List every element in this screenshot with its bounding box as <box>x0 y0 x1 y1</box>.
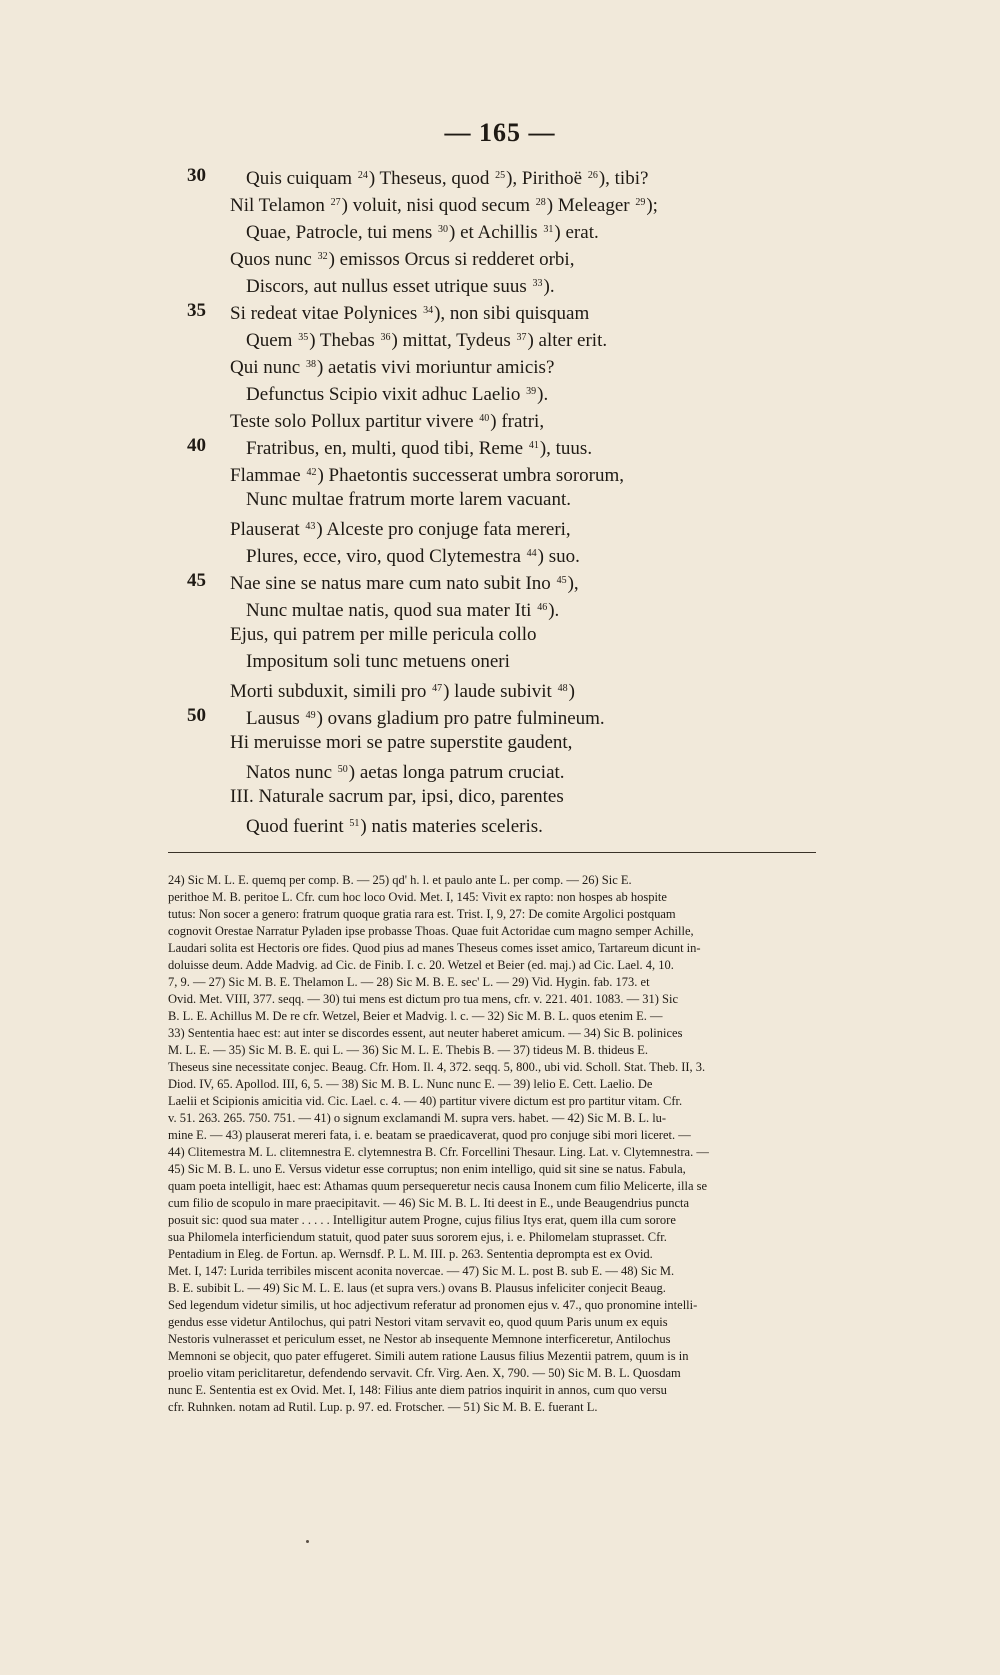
footnote-line: posuit sic: quod sua mater . . . . . Intelligitur autem Progne, cujus filius Itys erat, quem illa cum sorore <box>168 1213 676 1227</box>
footnote-marker: 35 <box>298 332 309 343</box>
verse-text <box>246 486 571 513</box>
verse-text <box>246 324 607 354</box>
verse-line <box>0 621 1000 648</box>
verse-line <box>0 324 1000 351</box>
verse-text <box>230 783 564 810</box>
verse-number: 30 <box>187 165 206 186</box>
verse-fragment: ) laude subivit <box>443 681 557 702</box>
footnote-line: Diod. IV, 65. Apollod. III, 6, 5. — 38) Sic M. B. L. Nunc nunc E. — 39) lelio E. Cett. Laelio. De <box>168 1077 653 1091</box>
footnote-line: perithoe M. B. peritoe L. Cfr. cum hoc loco Ovid. Met. I, 145: Vivit ex rapto: non hospes ab hospite <box>168 890 667 904</box>
verse-fragment: ) Thebas <box>309 330 380 351</box>
verse-text <box>230 567 579 597</box>
footnote-marker: 41 <box>528 440 539 451</box>
verse-fragment: ) ovans gladium pro patre fulmineum. <box>316 708 605 729</box>
verse-line <box>0 648 1000 675</box>
verse-fragment: ) emissos Orcus si redderet orbi, <box>328 249 575 270</box>
footnote-line: Laelii et Scipionis amicitia vid. Cic. Lael. c. 4. — 40) partitur vivere dictum est pro partitur vitam. Cfr. <box>168 1094 683 1108</box>
footnote-line: quam poeta intelligit, haec est: Athamas quum persequeretur necis causa Inonem cum filio Melicerte, illa se <box>168 1179 708 1193</box>
footnote-marker: 42 <box>306 467 317 478</box>
verse-fragment: ); <box>646 195 658 216</box>
verse-fragment: Nunc multae natis, quod sua mater Iti <box>246 600 537 621</box>
verse-fragment: Morti subduxit, simili pro <box>230 681 432 702</box>
verse-fragment: ) Meleager <box>546 195 635 216</box>
verse-fragment: Quae, Patrocle, tui mens <box>246 222 438 243</box>
footnote-marker: 29 <box>635 197 646 208</box>
footnote-marker: 33 <box>532 278 543 289</box>
verse-fragment: ). <box>543 276 555 297</box>
footnote-marker: 26 <box>587 170 598 181</box>
footnote-line: M. L. E. — 35) Sic M. B. E. qui L. — 36) Sic M. L. E. Thebis B. — 37) tideus M. B. thideus E. <box>168 1043 648 1057</box>
footnote-marker: 40 <box>479 413 490 424</box>
footnote-marker: 30 <box>438 224 449 235</box>
verse-fragment: ) suo. <box>537 546 580 567</box>
footnote-line: 33) Sententia haec est: aut inter se discordes essent, aut neuter haberet amicum. — 34) Sic B. polinices <box>168 1026 683 1040</box>
footnote-marker: 50 <box>337 764 348 775</box>
verse-fragment: Discors, aut nullus esset utrique suus <box>246 276 532 297</box>
verse-fragment: ) aetas longa patrum cruciat. <box>348 762 565 783</box>
verse-fragment: Quos nunc <box>230 249 317 270</box>
footnote-line: sua Philomela interficiendum statuit, quod pater suus sororem ejus, i. e. Philomelam stuprasset. Cfr. <box>168 1230 667 1244</box>
verse-text <box>230 513 571 543</box>
footnote-marker: 24 <box>357 170 368 181</box>
verse-fragment: ). <box>548 600 560 621</box>
footnote-marker: 45 <box>556 575 567 586</box>
footnote-line: Met. I, 147: Lurida terribiles miscent aconita novercae. — 47) Sic M. L. post B. sub E. — 48) Sic M. <box>168 1264 675 1278</box>
verse-line <box>0 297 1000 324</box>
verse-line <box>0 378 1000 405</box>
footnote-line: cum filio de scopulo in mare praecipitavit. — 46) Sic M. B. L. Iti deest in E., unde Beaugendrius puncta <box>168 1196 690 1210</box>
footnote-line: proelio vitam periclitaretur, defendendo servavit. Cfr. Virg. Aen. X, 790. — 50) Sic M. B. L. Quosdam <box>168 1366 681 1380</box>
verse-line <box>0 675 1000 702</box>
footnote-line: B. E. subibit L. — 49) Sic M. L. E. laus (et supra vers.) ovans B. Plausus infeliciter conjecit Beaug. <box>168 1281 666 1295</box>
verse-text <box>246 162 648 192</box>
footnote-line: B. L. E. Achillus M. De re cfr. Wetzel, Beier et Madvig. l. c. — 32) Sic M. B. L. quos etenim E. — <box>168 1009 663 1023</box>
verse-fragment: Natos nunc <box>246 762 337 783</box>
verse-fragment: Plures, ecce, viro, quod Clytemestra <box>246 546 526 567</box>
footnote-marker: 46 <box>537 602 548 613</box>
footnote-line: doluisse deum. Adde Madvig. ad Cic. de Finib. I. c. 20. Wetzel et Beier (ed. maj.) ad Cic. Lael. 4, 10. <box>168 958 674 972</box>
footnote-line: Sed legendum videtur similis, ut hoc adjectivum referatur ad pronomen ejus v. 47., quo pronomine intelli- <box>168 1298 698 1312</box>
verse-fragment: ), tibi? <box>598 168 649 189</box>
verse-line <box>0 783 1000 810</box>
footnote-divider <box>168 852 816 853</box>
footnote-line: Ovid. Met. VIII, 377. seqq. — 30) tui mens est dictum pro tua mens, cfr. v. 221. 401. 1083. — 31) Sic <box>168 992 679 1006</box>
verse-fragment: ) mittat, Tydeus <box>391 330 516 351</box>
verse-fragment: Fratribus, en, multi, quod tibi, Reme <box>246 438 528 459</box>
footnote-line: 45) Sic M. B. L. uno E. Versus videtur esse corruptus; non enim intelligo, quid sit sine se natus. Fabula, <box>168 1162 686 1176</box>
verse-fragment: ) <box>568 681 575 702</box>
footnote-line: 44) Clitemestra M. L. clitemnestra E. clytemnestra B. Cfr. Forcellini Thesaur. Ling. Lat. v. Clytemnestra. — <box>168 1145 709 1159</box>
footnote-line: Nestoris vulnerasset et periculum esset, ne Nestor ab insequente Memnone interficeretur, Antilochus <box>168 1332 671 1346</box>
footnote-marker: 51 <box>349 818 360 829</box>
verse-text <box>230 405 544 435</box>
verse-line <box>0 513 1000 540</box>
verse-fragment: Nae sine se natus mare cum nato subit Ino <box>230 573 556 594</box>
footnote-line: gendus esse videtur Antilochus, qui patri Nestori vitam servavit eo, quod quum Paris unum ex equis <box>168 1315 668 1329</box>
verse-fragment: Si redeat vitae Polynices <box>230 303 423 324</box>
verse-fragment: ), <box>567 573 579 594</box>
footnote-line: nunc E. Sententia est ex Ovid. Met. I, 148: Filius ante diem patrios inquirit in annos, cum quo versu <box>168 1383 667 1397</box>
footnote-line: v. 51. 263. 265. 750. 751. — 41) o signum exclamandi M. supra vers. habet. — 42) Sic M. B. L. lu- <box>168 1111 667 1125</box>
footnote-marker: 28 <box>535 197 546 208</box>
footnote-line: mine E. — 43) plauserat mereri fata, i. e. beatam se praedicaverat, quod pro conjuge sibi mori liceret. — <box>168 1128 691 1142</box>
verse-fragment: Nil Telamon <box>230 195 330 216</box>
verse-text <box>246 756 565 786</box>
footnote-line: 24) Sic M. L. E. quemq per comp. B. — 25) qd' h. l. et paulo ante L. per comp. — 26) Sic E. <box>168 873 632 887</box>
verse-line <box>0 810 1000 837</box>
verse-fragment: Flammae <box>230 465 306 486</box>
verse-number: 45 <box>187 570 206 591</box>
verse-fragment: ), non sibi quisquam <box>434 303 590 324</box>
verse-number: 50 <box>187 705 206 726</box>
verse-fragment: Defunctus Scipio vixit adhuc Laelio <box>246 384 526 405</box>
footnote-marker: 32 <box>317 251 328 262</box>
footnotes-block <box>168 872 988 1416</box>
verse-line <box>0 216 1000 243</box>
verse-fragment: Impositum soli tunc metuens oneri <box>246 651 510 672</box>
page-number: — 165 — <box>444 118 556 147</box>
verse-fragment: Plauserat <box>230 519 305 540</box>
verse-fragment: ). <box>537 384 549 405</box>
verse-number: 35 <box>187 300 206 321</box>
verse-fragment: ) Phaetontis successerat umbra sororum, <box>317 465 625 486</box>
verse-fragment: Qui nunc <box>230 357 305 378</box>
verse-fragment: Nunc multae fratrum morte larem vacuant. <box>246 489 571 510</box>
verse-text <box>246 702 605 732</box>
footnote-marker: 38 <box>305 359 316 370</box>
footnote-line: Memnoni se objecit, quo pater effugeret. Simili autem ratione Lausus filius Mezentii patrem, quum is in <box>168 1349 689 1363</box>
verse-line <box>0 189 1000 216</box>
verse-fragment: ) voluit, nisi quod secum <box>341 195 535 216</box>
verse-line <box>0 162 1000 189</box>
verse-text <box>246 432 592 462</box>
verse-text <box>246 648 510 675</box>
footnote-marker: 48 <box>557 683 568 694</box>
footnote-marker: 47 <box>432 683 443 694</box>
verse-text <box>230 459 624 489</box>
verse-fragment: ), tuus. <box>539 438 593 459</box>
footnote-line: 7, 9. — 27) Sic M. B. E. Thelamon L. — 28) Sic M. B. E. sec' L. — 29) Vid. Hygin. fab. 173. et <box>168 975 650 989</box>
verse-line <box>0 351 1000 378</box>
verse-fragment: Hi meruisse mori se patre superstite gaudent, <box>230 732 573 753</box>
verse-fragment: ) alter erit. <box>527 330 608 351</box>
verse-fragment: Lausus <box>246 708 305 729</box>
verse-line <box>0 270 1000 297</box>
verse-fragment: ) Theseus, quod <box>368 168 495 189</box>
verse-line <box>0 459 1000 486</box>
footnote-line: cognovit Orestae Narratur Pyladen ipse probasse Thoas. Quae fuit Actoridae cum magno semper Achille, <box>168 924 694 938</box>
verse-fragment: ) et Achillis <box>449 222 543 243</box>
verse-text <box>230 675 575 705</box>
verse-fragment: III. Naturale sacrum par, ipsi, dico, parentes <box>230 786 564 807</box>
verse-text <box>230 243 574 273</box>
footnote-marker: 39 <box>526 386 537 397</box>
verse-line <box>0 405 1000 432</box>
verse-fragment: Quod fuerint <box>246 816 349 837</box>
verse-line <box>0 432 1000 459</box>
verse-text <box>246 270 555 300</box>
verse-fragment: ) Alceste pro conjuge fata mereri, <box>316 519 571 540</box>
footnote-marker: 36 <box>380 332 391 343</box>
verse-line <box>0 567 1000 594</box>
footnote-marker: 27 <box>330 197 341 208</box>
verse-fragment: ), Pirithoë <box>506 168 587 189</box>
footnote-marker: 31 <box>543 224 554 235</box>
verse-text <box>246 810 543 840</box>
verse-line <box>0 594 1000 621</box>
verse-line <box>0 486 1000 513</box>
verse-text <box>230 297 589 327</box>
footnote-marker: 25 <box>495 170 506 181</box>
verse-text <box>246 216 599 246</box>
verse-text <box>230 621 537 648</box>
footnote-line: Theseus sine necessitate conjec. Beaug. Cfr. Hom. Il. 4, 372. seqq. 5, 800., ubi vid. Scholl. Stat. Theb. II, 3. <box>168 1060 706 1074</box>
verse-number: 40 <box>187 435 206 456</box>
footnote-line: cfr. Ruhnken. notam ad Rutil. Lup. p. 97. ed. Frotscher. — 51) Sic M. B. E. fuerant L. <box>168 1400 598 1414</box>
footnote-line: Pentadium in Eleg. de Fortun. ap. Wernsdf. P. L. M. III. p. 263. Sententia deprompta est ex Ovid. <box>168 1247 653 1261</box>
verse-fragment: ) erat. <box>554 222 599 243</box>
verse-text <box>246 594 559 624</box>
verse-fragment: Ejus, qui patrem per mille pericula collo <box>230 624 537 645</box>
footnote-marker: 37 <box>516 332 527 343</box>
verse-line <box>0 540 1000 567</box>
verse-text <box>230 351 554 381</box>
verse-line <box>0 729 1000 756</box>
footnote-marker: 49 <box>305 710 316 721</box>
verse-text <box>230 189 658 219</box>
verse-text <box>230 729 572 756</box>
verse-fragment: Quis cuiquam <box>246 168 357 189</box>
verse-block <box>0 162 1000 837</box>
verse-fragment: ) aetatis vivi moriuntur amicis? <box>316 357 555 378</box>
verse-line <box>0 243 1000 270</box>
verse-fragment: ) fratri, <box>490 411 545 432</box>
page-speck <box>306 1540 309 1543</box>
verse-fragment: Quem <box>246 330 298 351</box>
verse-line <box>0 756 1000 783</box>
footnote-marker: 44 <box>526 548 537 559</box>
verse-line <box>0 702 1000 729</box>
footnote-marker: 43 <box>305 521 316 532</box>
verse-text <box>246 378 548 408</box>
verse-fragment: Teste solo Pollux partitur vivere <box>230 411 479 432</box>
footnote-marker: 34 <box>423 305 434 316</box>
verse-fragment: ) natis materies sceleris. <box>360 816 543 837</box>
verse-text <box>246 540 580 570</box>
footnote-line: tutus: Non socer a genero: fratrum quoque gratia rara est. Trist. I, 9, 27: De comite Argolici postquam <box>168 907 676 921</box>
footnote-line: Laudari solita est Hectoris ore fides. Quod pius ad manes Theseus comes isset amico, Tartareum dicunt in- <box>168 941 701 955</box>
